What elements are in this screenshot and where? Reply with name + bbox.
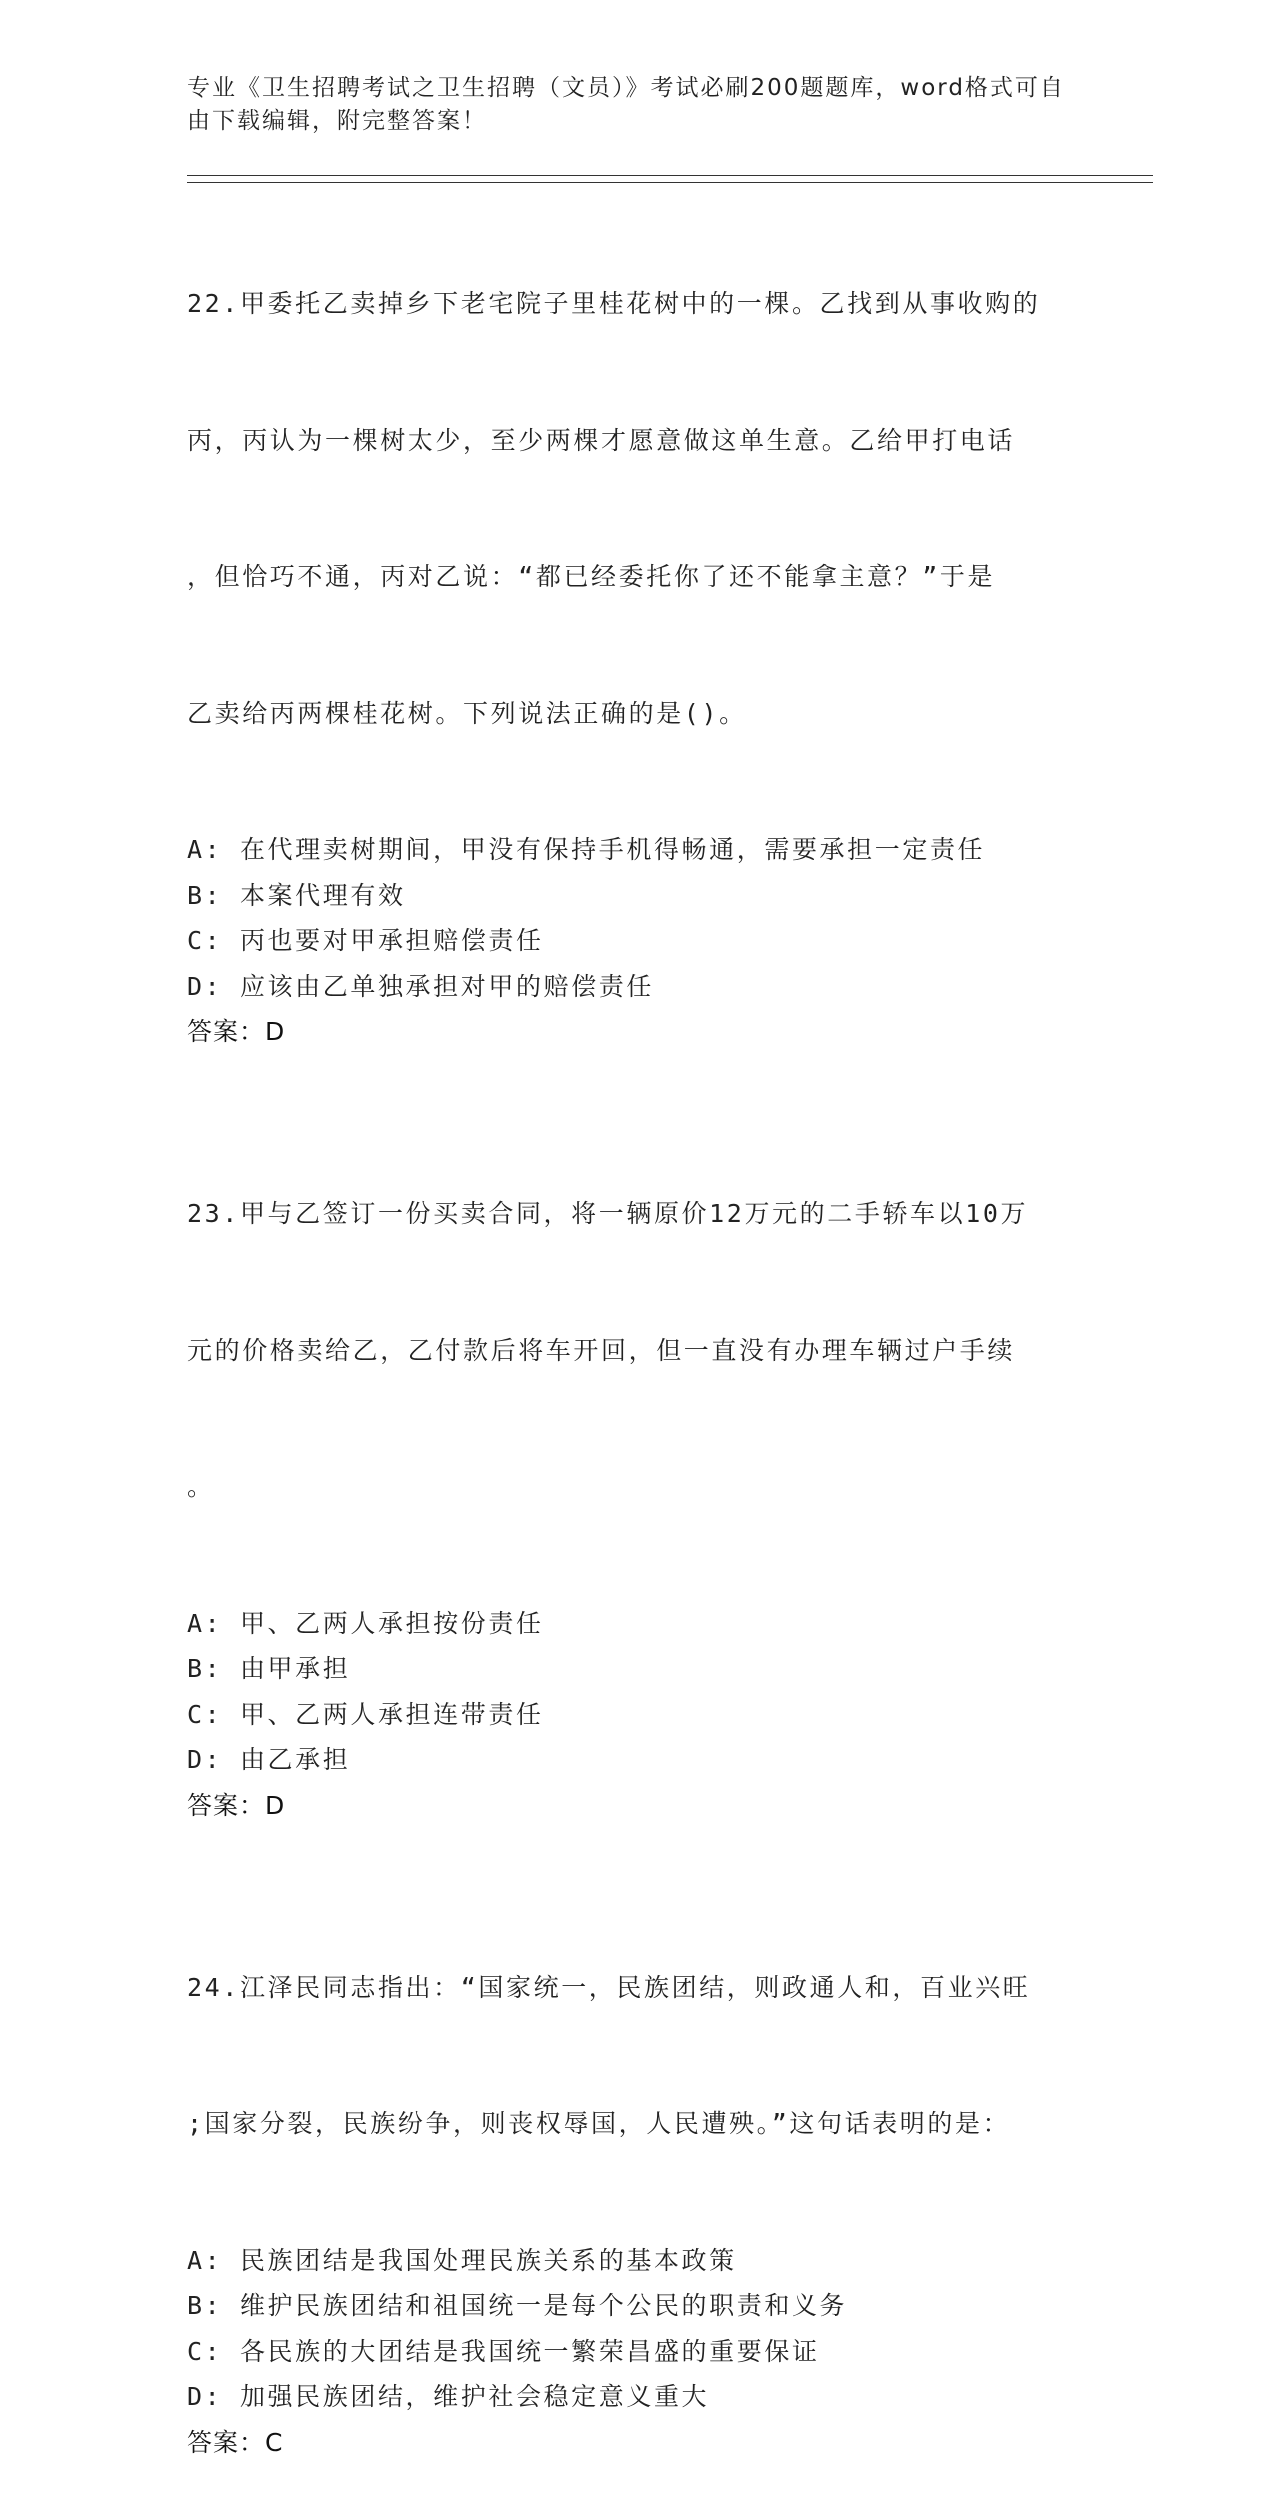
answer-label: 答案：C	[187, 2427, 284, 2457]
header-line: 专业《卫生招聘考试之卫生招聘（文员）》考试必刷200题题库，word格式可自	[187, 75, 1065, 101]
question-stem-line: 。	[187, 1472, 215, 1501]
document-header	[187, 72, 1067, 138]
question-stem-line: ;国家分裂，民族纷争，则丧权辱国，人民遭殃。”这句话表明的是：	[187, 2109, 1011, 2138]
question-stem-line: 24.江泽民同志指出：“国家统一，民族团结，则政通人和，百业兴旺	[187, 1972, 1031, 2002]
answer-label: 答案：D	[187, 1017, 286, 1046]
option-a: A: 民族团结是我国处理民族关系的基本政策	[187, 2245, 737, 2275]
answer-label: 答案：D	[187, 1790, 286, 1820]
header-divider-top	[187, 175, 1153, 176]
option-c: C: 各民族的大团结是我国统一繁荣昌盛的重要保证	[187, 2336, 820, 2366]
question-stem	[187, 1874, 1087, 2238]
question-stem-line: 元的价格卖给乙，乙付款后将车开回，但一直没有办理车辆过户手续	[187, 1335, 1016, 1365]
question-stem	[187, 1100, 1087, 1601]
option-b: B: 本案代理有效	[187, 880, 406, 910]
question-23	[187, 1100, 1087, 1829]
option-b: B: 维护民族团结和祖国统一是每个公民的职责和义务	[187, 2291, 848, 2320]
question-stem-line: 乙卖给丙两棵桂花树。下列说法正确的是()。	[187, 698, 747, 728]
question-24	[187, 1874, 1087, 2466]
option-d: D: 由乙承担	[187, 1745, 351, 1774]
option-b: B: 由甲承担	[187, 1654, 351, 1683]
question-stem-line: 丙，丙认为一棵树太少，至少两棵才愿意做这单生意。乙给甲打电话	[187, 425, 1016, 455]
option-d: D: 应该由乙单独承担对甲的赔偿责任	[187, 971, 654, 1001]
option-a: A: 在代理卖树期间，甲没有保持手机得畅通，需要承担一定责任	[187, 835, 986, 864]
option-a: A: 甲、乙两人承担按份责任	[187, 1608, 544, 1638]
option-c: C: 甲、乙两人承担连带责任	[187, 1699, 544, 1729]
question-stem-line: ，但恰巧不通，丙对乙说：“都已经委托你了还不能拿主意？”于是	[187, 562, 996, 591]
header-line: 由下载编辑，附完整答案！	[187, 108, 487, 134]
option-d: D: 加强民族团结，维护社会稳定意义重大	[187, 2382, 710, 2411]
question-22	[187, 190, 1087, 1055]
header-divider-bottom	[187, 182, 1153, 183]
question-stem-line: 22.甲委托乙卖掉乡下老宅院子里桂花树中的一棵。乙找到从事收购的	[187, 289, 1041, 318]
option-c: C: 丙也要对甲承担赔偿责任	[187, 926, 544, 955]
question-list	[187, 190, 1087, 2511]
question-stem	[187, 190, 1087, 827]
question-stem-line: 23.甲与乙签订一份买卖合同，将一辆原价12万元的二手轿车以10万	[187, 1199, 1029, 1228]
